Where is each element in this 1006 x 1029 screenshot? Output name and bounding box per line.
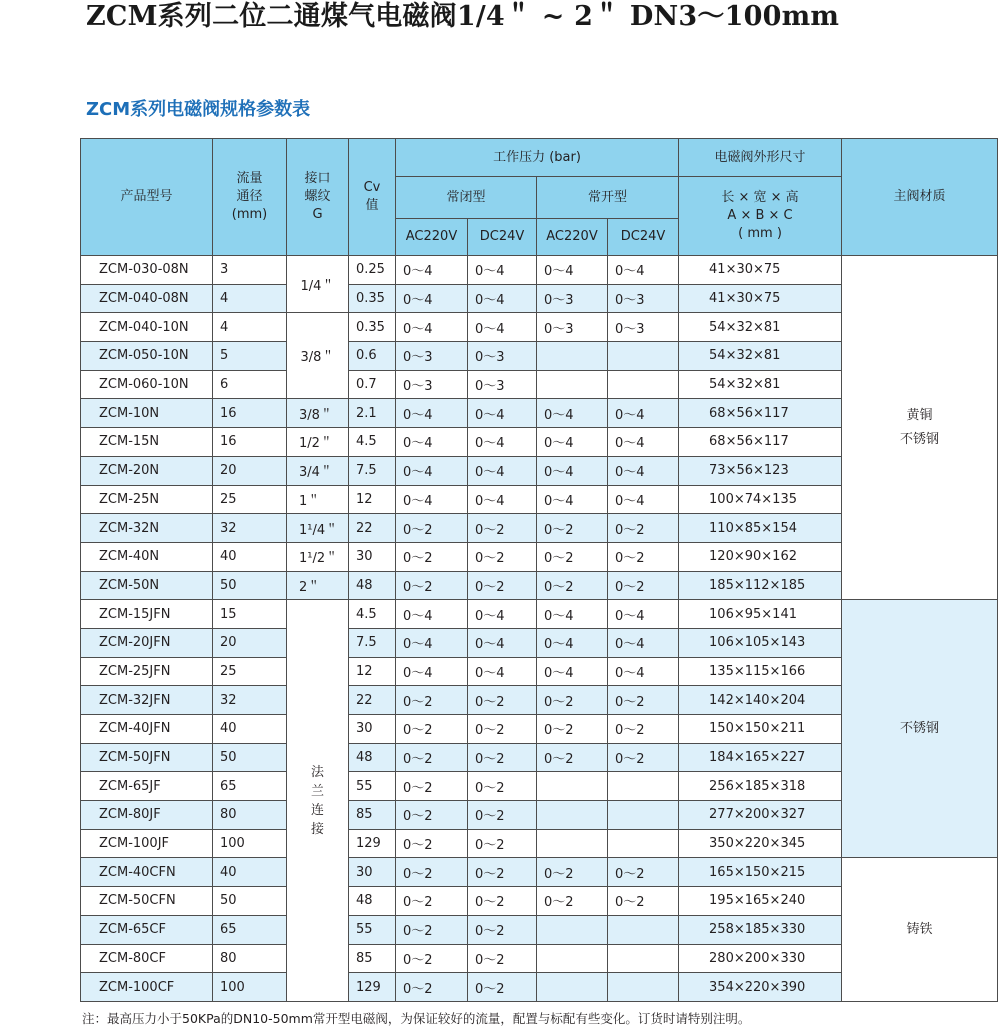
dimensions-cell: 354×220×390 [679, 973, 842, 1002]
cv-cell: 2.1 [349, 399, 396, 428]
model-cell: ZCM-50N [81, 571, 213, 600]
no-ac220v-cell: 0～4 [537, 485, 608, 514]
dimensions-cell: 142×140×204 [679, 686, 842, 715]
flow-diameter-cell: 50 [213, 743, 287, 772]
nc-ac220v-cell: 0～4 [396, 256, 468, 285]
no-ac220v-cell: 0～4 [537, 600, 608, 629]
nc-dc24v-cell: 0～2 [468, 743, 537, 772]
no-dc24v-cell [608, 772, 679, 801]
no-ac220v-cell [537, 772, 608, 801]
model-cell: ZCM-65CF [81, 915, 213, 944]
flow-diameter-cell: 4 [213, 313, 287, 342]
nc-dc24v-cell: 0～2 [468, 915, 537, 944]
port-cell-flange [287, 600, 349, 1002]
no-dc24v-cell: 0～2 [608, 715, 679, 744]
page-title: ZCM系列二位二通煤气电磁阀1/4＂ ~ 2＂ DN3～100mm [86, 1, 840, 32]
port-cell: 1¹/2＂ [287, 542, 349, 571]
nc-dc24v-cell: 0～3 [468, 370, 537, 399]
no-dc24v-cell: 0～2 [608, 542, 679, 571]
flow-diameter-cell: 5 [213, 342, 287, 371]
no-ac220v-cell [537, 342, 608, 371]
flow-diameter-cell: 50 [213, 571, 287, 600]
nc-ac220v-cell: 0～4 [396, 456, 468, 485]
no-dc24v-cell [608, 342, 679, 371]
flow-diameter-cell: 50 [213, 887, 287, 916]
header-no-dc24v: DC24V [608, 219, 679, 256]
nc-dc24v-cell: 0～2 [468, 887, 537, 916]
flange-char: 法 [310, 764, 324, 780]
flow-diameter-cell: 40 [213, 858, 287, 887]
port-cell: 1¹/4＂ [287, 514, 349, 543]
header-dimensions: 电磁阀外形尺寸 [679, 139, 842, 177]
no-dc24v-cell: 0～2 [608, 858, 679, 887]
cv-cell: 129 [349, 973, 396, 1002]
dimensions-cell: 350×220×345 [679, 829, 842, 858]
header-working-pressure: 工作压力 (bar) [396, 139, 679, 177]
nc-ac220v-cell: 0～3 [396, 342, 468, 371]
nc-dc24v-cell: 0～4 [468, 456, 537, 485]
spec-table [80, 138, 998, 1002]
nc-ac220v-cell: 0～4 [396, 657, 468, 686]
no-ac220v-cell [537, 801, 608, 830]
dimensions-cell: 54×32×81 [679, 342, 842, 371]
model-cell: ZCM-80JF [81, 801, 213, 830]
nc-dc24v-cell: 0～4 [468, 600, 537, 629]
material-cell: 铸铁 [842, 858, 998, 1001]
nc-ac220v-cell: 0～2 [396, 801, 468, 830]
nc-ac220v-cell: 0～2 [396, 772, 468, 801]
header-cv-line1: Cv [363, 180, 381, 195]
port-cell: 2＂ [287, 571, 349, 600]
cv-cell: 48 [349, 743, 396, 772]
header-cv [349, 139, 396, 256]
dimensions-cell: 258×185×330 [679, 915, 842, 944]
nc-ac220v-cell: 0～4 [396, 284, 468, 313]
dimensions-cell: 41×30×75 [679, 256, 842, 285]
nc-ac220v-cell: 0～2 [396, 829, 468, 858]
cv-cell: 4.5 [349, 600, 396, 629]
nc-dc24v-cell: 0～4 [468, 256, 537, 285]
model-cell: ZCM-20JFN [81, 628, 213, 657]
no-dc24v-cell: 0～4 [608, 428, 679, 457]
model-cell: ZCM-80CF [81, 944, 213, 973]
cv-cell: 55 [349, 915, 396, 944]
model-cell: ZCM-20N [81, 456, 213, 485]
nc-ac220v-cell: 0～4 [396, 313, 468, 342]
flow-diameter-cell: 25 [213, 657, 287, 686]
model-cell: ZCM-100CF [81, 973, 213, 1002]
no-dc24v-cell: 0～2 [608, 514, 679, 543]
footnote: 注：最高压力小于50KPa的DN10-50mm常开型电磁阀，为保证较好的流量，配置与标配有些变化。订货时请特别注明。 [82, 1011, 751, 1026]
no-dc24v-cell [608, 801, 679, 830]
nc-ac220v-cell: 0～2 [396, 686, 468, 715]
dimensions-cell: 184×165×227 [679, 743, 842, 772]
no-ac220v-cell [537, 370, 608, 399]
model-cell: ZCM-40CFN [81, 858, 213, 887]
cv-cell: 22 [349, 514, 396, 543]
header-flow-line3: (mm) [231, 207, 268, 222]
nc-dc24v-cell: 0～2 [468, 858, 537, 887]
no-dc24v-cell: 0～4 [608, 657, 679, 686]
no-dc24v-cell [608, 944, 679, 973]
no-dc24v-cell: 0～2 [608, 743, 679, 772]
dimensions-cell: 68×56×117 [679, 428, 842, 457]
cv-cell: 85 [349, 944, 396, 973]
model-cell: ZCM-060-10N [81, 370, 213, 399]
nc-dc24v-cell: 0～4 [468, 284, 537, 313]
flow-diameter-cell: 20 [213, 628, 287, 657]
cv-cell: 12 [349, 657, 396, 686]
nc-ac220v-cell: 0～2 [396, 514, 468, 543]
nc-ac220v-cell: 0～2 [396, 542, 468, 571]
no-ac220v-cell: 0～4 [537, 256, 608, 285]
port-cell: 3/8＂ [287, 313, 349, 399]
cv-cell: 0.35 [349, 313, 396, 342]
cv-cell: 12 [349, 485, 396, 514]
no-dc24v-cell: 0～2 [608, 887, 679, 916]
nc-dc24v-cell: 0～2 [468, 973, 537, 1002]
nc-ac220v-cell: 0～3 [396, 370, 468, 399]
flow-diameter-cell: 15 [213, 600, 287, 629]
no-dc24v-cell: 0～4 [608, 485, 679, 514]
flow-diameter-cell: 80 [213, 801, 287, 830]
dimensions-cell: 73×56×123 [679, 456, 842, 485]
cv-cell: 7.5 [349, 628, 396, 657]
nc-ac220v-cell: 0～2 [396, 858, 468, 887]
cv-cell: 0.7 [349, 370, 396, 399]
cv-cell: 55 [349, 772, 396, 801]
flow-diameter-cell: 16 [213, 399, 287, 428]
dimensions-cell: 195×165×240 [679, 887, 842, 916]
flow-diameter-cell: 3 [213, 256, 287, 285]
no-ac220v-cell: 0～2 [537, 571, 608, 600]
dimensions-cell: 165×150×215 [679, 858, 842, 887]
dimensions-cell: 54×32×81 [679, 370, 842, 399]
model-cell: ZCM-040-10N [81, 313, 213, 342]
nc-dc24v-cell: 0～2 [468, 715, 537, 744]
model-cell: ZCM-50CFN [81, 887, 213, 916]
cv-cell: 129 [349, 829, 396, 858]
header-cv-line2: 值 [365, 198, 379, 213]
cv-cell: 30 [349, 715, 396, 744]
cv-cell: 22 [349, 686, 396, 715]
model-cell: ZCM-040-08N [81, 284, 213, 313]
header-nc-ac220v: AC220V [396, 219, 468, 256]
model-cell: ZCM-32N [81, 514, 213, 543]
flow-diameter-cell: 4 [213, 284, 287, 313]
dimensions-cell: 150×150×211 [679, 715, 842, 744]
header-port-thread [287, 139, 349, 256]
header-normally-open: 常开型 [537, 177, 679, 219]
model-cell: ZCM-40JFN [81, 715, 213, 744]
material-cell: 不锈钢 [842, 600, 998, 858]
dimensions-cell: 185×112×185 [679, 571, 842, 600]
table-title: ZCM系列电磁阀规格参数表 [86, 99, 311, 120]
header-port-line2: 螺纹 [304, 189, 331, 204]
flow-diameter-cell: 65 [213, 772, 287, 801]
no-ac220v-cell: 0～2 [537, 514, 608, 543]
nc-dc24v-cell: 0～2 [468, 829, 537, 858]
cv-cell: 48 [349, 887, 396, 916]
cv-cell: 30 [349, 858, 396, 887]
no-ac220v-cell: 0～3 [537, 284, 608, 313]
header-dimensions-sub [679, 177, 842, 256]
nc-dc24v-cell: 0～2 [468, 542, 537, 571]
spec-table-body [81, 256, 998, 1002]
model-cell: ZCM-40N [81, 542, 213, 571]
material-cell [842, 256, 998, 600]
no-dc24v-cell: 0～4 [608, 456, 679, 485]
flow-diameter-cell: 80 [213, 944, 287, 973]
no-dc24v-cell: 0～3 [608, 313, 679, 342]
model-cell: ZCM-25N [81, 485, 213, 514]
no-ac220v-cell: 0～3 [537, 313, 608, 342]
cv-cell: 0.6 [349, 342, 396, 371]
no-dc24v-cell [608, 370, 679, 399]
model-cell: ZCM-50JFN [81, 743, 213, 772]
dimensions-cell: 110×85×154 [679, 514, 842, 543]
no-dc24v-cell: 0～4 [608, 600, 679, 629]
no-ac220v-cell: 0～2 [537, 686, 608, 715]
no-ac220v-cell: 0～2 [537, 542, 608, 571]
no-ac220v-cell: 0～4 [537, 628, 608, 657]
dimensions-cell: 256×185×318 [679, 772, 842, 801]
no-ac220v-cell [537, 944, 608, 973]
nc-dc24v-cell: 0～4 [468, 657, 537, 686]
cv-cell: 48 [349, 571, 396, 600]
table-row [81, 256, 998, 285]
nc-ac220v-cell: 0～2 [396, 571, 468, 600]
dimensions-cell: 277×200×327 [679, 801, 842, 830]
nc-dc24v-cell: 0～2 [468, 772, 537, 801]
model-cell: ZCM-100JF [81, 829, 213, 858]
header-flow-line2: 通径 [236, 189, 263, 204]
material-stainless: 不锈钢 [900, 431, 940, 447]
no-ac220v-cell [537, 829, 608, 858]
nc-dc24v-cell: 0～2 [468, 571, 537, 600]
model-cell: ZCM-030-08N [81, 256, 213, 285]
table-row [81, 600, 998, 629]
nc-dc24v-cell: 0～2 [468, 686, 537, 715]
no-ac220v-cell [537, 973, 608, 1002]
flow-diameter-cell: 6 [213, 370, 287, 399]
no-dc24v-cell [608, 915, 679, 944]
header-nc-dc24v: DC24V [468, 219, 537, 256]
dimensions-cell: 41×30×75 [679, 284, 842, 313]
port-cell: 3/8＂ [287, 399, 349, 428]
nc-dc24v-cell: 0～4 [468, 428, 537, 457]
header-model: 产品型号 [81, 139, 213, 256]
flow-diameter-cell: 100 [213, 829, 287, 858]
flow-diameter-cell: 65 [213, 915, 287, 944]
flow-diameter-cell: 32 [213, 686, 287, 715]
no-ac220v-cell: 0～2 [537, 715, 608, 744]
dimensions-cell: 68×56×117 [679, 399, 842, 428]
nc-ac220v-cell: 0～2 [396, 973, 468, 1002]
cv-cell: 4.5 [349, 428, 396, 457]
flange-char: 连 [310, 802, 324, 818]
model-cell: ZCM-15JFN [81, 600, 213, 629]
no-ac220v-cell [537, 915, 608, 944]
nc-ac220v-cell: 0～4 [396, 600, 468, 629]
no-dc24v-cell: 0～2 [608, 571, 679, 600]
nc-dc24v-cell: 0～4 [468, 399, 537, 428]
no-dc24v-cell [608, 829, 679, 858]
flange-char: 接 [310, 821, 324, 837]
flow-diameter-cell: 32 [213, 514, 287, 543]
no-ac220v-cell: 0～4 [537, 657, 608, 686]
dimensions-cell: 106×95×141 [679, 600, 842, 629]
nc-ac220v-cell: 0～4 [396, 628, 468, 657]
nc-dc24v-cell: 0～4 [468, 313, 537, 342]
header-port-line3: G [312, 207, 323, 222]
nc-ac220v-cell: 0～4 [396, 428, 468, 457]
dimensions-cell: 280×200×330 [679, 944, 842, 973]
nc-ac220v-cell: 0～4 [396, 399, 468, 428]
material-brass: 黄铜 [906, 407, 933, 423]
no-ac220v-cell: 0～2 [537, 858, 608, 887]
flow-diameter-cell: 25 [213, 485, 287, 514]
dimensions-cell: 100×74×135 [679, 485, 842, 514]
no-ac220v-cell: 0～4 [537, 456, 608, 485]
header-material: 主阀材质 [842, 139, 998, 256]
no-ac220v-cell: 0～4 [537, 399, 608, 428]
model-cell: ZCM-25JFN [81, 657, 213, 686]
nc-dc24v-cell: 0～2 [468, 944, 537, 973]
header-dims-line2: A × B × C [727, 208, 793, 223]
model-cell: ZCM-15N [81, 428, 213, 457]
dimensions-cell: 54×32×81 [679, 313, 842, 342]
no-dc24v-cell: 0～4 [608, 399, 679, 428]
no-dc24v-cell: 0～3 [608, 284, 679, 313]
nc-dc24v-cell: 0～4 [468, 485, 537, 514]
header-flow-diameter [213, 139, 287, 256]
nc-ac220v-cell: 0～2 [396, 944, 468, 973]
nc-dc24v-cell: 0～4 [468, 628, 537, 657]
no-dc24v-cell: 0～4 [608, 628, 679, 657]
dimensions-cell: 106×105×143 [679, 628, 842, 657]
nc-ac220v-cell: 0～2 [396, 915, 468, 944]
dimensions-cell: 135×115×166 [679, 657, 842, 686]
no-dc24v-cell: 0～4 [608, 256, 679, 285]
no-dc24v-cell [608, 973, 679, 1002]
flow-diameter-cell: 40 [213, 542, 287, 571]
model-cell: ZCM-65JF [81, 772, 213, 801]
flow-diameter-cell: 16 [213, 428, 287, 457]
flow-diameter-cell: 20 [213, 456, 287, 485]
flow-diameter-cell: 40 [213, 715, 287, 744]
header-dims-line1: 长 × 宽 × 高 [721, 190, 799, 205]
nc-ac220v-cell: 0～2 [396, 743, 468, 772]
flange-char: 兰 [310, 783, 324, 799]
nc-dc24v-cell: 0～3 [468, 342, 537, 371]
no-dc24v-cell: 0～2 [608, 686, 679, 715]
dimensions-cell: 120×90×162 [679, 542, 842, 571]
header-no-ac220v: AC220V [537, 219, 608, 256]
header-dims-line3: ( mm ) [738, 226, 782, 241]
nc-dc24v-cell: 0～2 [468, 514, 537, 543]
header-port-line1: 接口 [304, 171, 331, 186]
port-cell: 1＂ [287, 485, 349, 514]
flow-diameter-cell: 100 [213, 973, 287, 1002]
port-cell: 1/4＂ [287, 256, 349, 313]
cv-cell: 7.5 [349, 456, 396, 485]
cv-cell: 0.35 [349, 284, 396, 313]
model-cell: ZCM-10N [81, 399, 213, 428]
no-ac220v-cell: 0～4 [537, 428, 608, 457]
cv-cell: 0.25 [349, 256, 396, 285]
cv-cell: 85 [349, 801, 396, 830]
no-ac220v-cell: 0～2 [537, 743, 608, 772]
model-cell: ZCM-32JFN [81, 686, 213, 715]
nc-ac220v-cell: 0～2 [396, 887, 468, 916]
header-normally-closed: 常闭型 [396, 177, 537, 219]
port-cell: 3/4＂ [287, 456, 349, 485]
nc-ac220v-cell: 0～4 [396, 485, 468, 514]
table-row [81, 858, 998, 887]
cv-cell: 30 [349, 542, 396, 571]
no-ac220v-cell: 0～2 [537, 887, 608, 916]
port-cell: 1/2＂ [287, 428, 349, 457]
header-flow-line1: 流量 [236, 171, 263, 186]
nc-ac220v-cell: 0～2 [396, 715, 468, 744]
nc-dc24v-cell: 0～2 [468, 801, 537, 830]
model-cell: ZCM-050-10N [81, 342, 213, 371]
